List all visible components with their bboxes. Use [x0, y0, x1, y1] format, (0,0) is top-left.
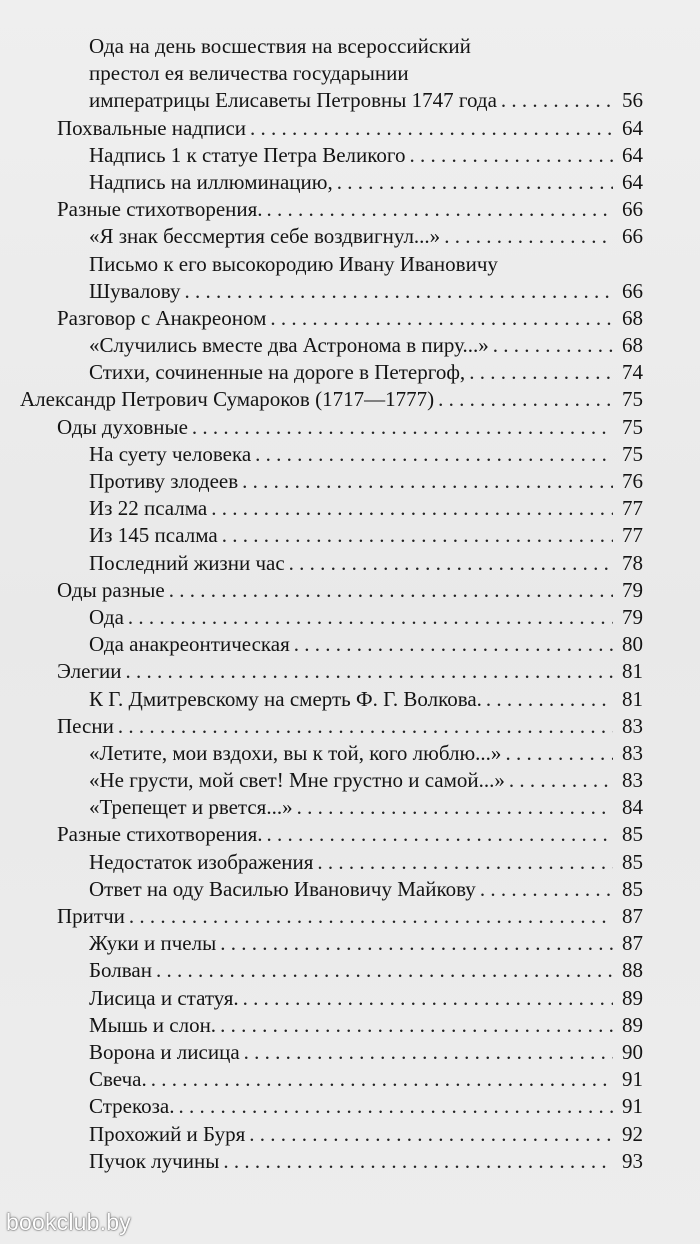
toc-entry-line: [89, 441, 700, 468]
dot-leader: [486, 686, 613, 713]
toc-entry-line: [89, 550, 700, 577]
toc-page-number: 84: [622, 795, 643, 820]
toc-page-number: 75: [622, 441, 643, 466]
toc-entry-line: [57, 196, 700, 223]
toc-entry-line: [89, 359, 700, 386]
toc-entry-line: [89, 142, 700, 169]
toc-entry-line: [89, 794, 700, 821]
toc-page-number: 64: [622, 142, 643, 167]
toc-entry-line: [57, 903, 700, 930]
toc-entry-title: Шувалову: [89, 278, 181, 303]
toc-page-number: 87: [622, 931, 643, 956]
toc-entry-line: [89, 60, 700, 87]
dot-leader: [317, 849, 613, 876]
dot-leader: [493, 332, 613, 359]
toc-entry-title: Последний жизни час: [89, 550, 285, 575]
dot-leader: [509, 767, 613, 794]
toc-page-number: 68: [622, 305, 643, 330]
toc-entry-title: Болван: [89, 958, 152, 983]
toc-page-number: 74: [622, 360, 643, 385]
dot-leader: [501, 87, 613, 114]
toc-page-number: 89: [622, 1012, 643, 1037]
toc-page-number: 66: [622, 278, 643, 303]
toc-entry-line: [89, 468, 700, 495]
dot-leader: [211, 495, 613, 522]
dot-leader: [505, 740, 613, 767]
toc-entry-title: Свеча.: [89, 1067, 147, 1092]
toc-entry-title: Из 22 псалма: [89, 496, 208, 521]
toc-entry-title: На суету человека: [89, 441, 252, 466]
dot-leader: [249, 1121, 613, 1148]
dot-leader: [294, 631, 613, 658]
dot-leader: [289, 550, 613, 577]
toc-entry-title: Из 145 псалма: [89, 523, 218, 548]
toc-entry-title: Притчи: [57, 904, 125, 928]
toc-page-number: 66: [622, 224, 643, 249]
dot-leader: [267, 821, 613, 848]
toc-entry-title: Ода на день восшествия на всероссийский: [89, 34, 471, 58]
toc-page-number: 64: [622, 115, 643, 140]
toc-entry-title: Песни: [57, 713, 114, 738]
dot-leader: [223, 1148, 613, 1175]
toc-page-number: 77: [622, 523, 643, 548]
dot-leader: [220, 1012, 613, 1039]
dot-leader: [125, 658, 613, 685]
toc-entry-title: Стихи, сочиненные на дороге в Петергоф,: [89, 360, 466, 385]
toc-entry-title: Жуки и пчелы: [89, 931, 217, 956]
toc-entry-line: [57, 305, 700, 332]
toc-page-number: 66: [622, 197, 643, 222]
dot-leader: [242, 468, 613, 495]
toc-entry-title: Ода: [89, 604, 124, 629]
toc-entry-title: «Случились вместе два Астронома в пиру...»: [89, 333, 489, 358]
toc-entry-title: «Я знак бессмертия себе воздвигнул...»: [89, 224, 441, 249]
dot-leader: [179, 1093, 614, 1120]
dot-leader: [243, 985, 613, 1012]
toc-entry-title: К Г. Дмитревскому на смерть Ф. Г. Волкова.: [89, 686, 482, 711]
table-of-contents: [0, 33, 700, 1175]
toc-entry-title: Разные стихотворения.: [57, 822, 263, 847]
dot-leader: [222, 522, 613, 549]
toc-entry-line: [57, 658, 700, 685]
dot-leader: [255, 441, 613, 468]
dot-leader: [192, 414, 613, 441]
toc-page-number: 83: [622, 713, 643, 738]
toc-page-number: 85: [622, 876, 643, 901]
toc-page-number: 83: [622, 768, 643, 793]
toc-page-number: 87: [622, 904, 643, 928]
toc-entry-line: [89, 631, 700, 658]
toc-entry-line: [89, 930, 700, 957]
toc-entry-line: [89, 740, 700, 767]
toc-entry-title: Похвальные надписи: [57, 115, 247, 140]
toc-page-number: 81: [622, 659, 643, 684]
dot-leader: [250, 115, 613, 142]
toc-entry-title: Стрекоза.: [89, 1094, 175, 1119]
toc-entry-line: [89, 1066, 700, 1093]
toc-entry-line: [89, 957, 700, 984]
toc-page-number: 91: [622, 1094, 643, 1119]
toc-entry-title: Надпись 1 к статуе Петра Великого: [89, 142, 406, 167]
toc-entry-title: престол ея величества государынии: [89, 61, 409, 86]
toc-entry-line: [89, 278, 700, 305]
toc-page-number: 76: [622, 469, 643, 493]
dot-leader: [129, 903, 613, 930]
dot-leader: [156, 957, 613, 984]
toc-page-number: 89: [622, 985, 643, 1010]
toc-entry-title: Ворона и лисица: [89, 1039, 240, 1064]
toc-entry-line: [89, 332, 700, 359]
toc-entry-title: Оды духовные: [57, 414, 188, 439]
toc-entry-title: Ода анакреонтическая: [89, 632, 290, 657]
dot-leader: [469, 359, 613, 386]
dot-leader: [337, 169, 613, 196]
toc-entry-title: Надпись на иллюминацию,: [89, 169, 333, 194]
toc-entry-line: [89, 849, 700, 876]
toc-entry-line: [57, 577, 700, 604]
toc-entry-title: «Трепещет и рвется...»: [89, 795, 293, 820]
toc-page-number: 80: [622, 632, 643, 657]
dot-leader: [480, 876, 613, 903]
toc-entry-line: [89, 1012, 700, 1039]
toc-page-number: 92: [622, 1121, 643, 1146]
toc-entry-line: [89, 522, 700, 549]
toc-entry-title: Противу злодеев: [89, 469, 239, 493]
dot-leader: [244, 1039, 613, 1066]
toc-entry-line: [89, 1039, 700, 1066]
toc-entry-line: [57, 713, 700, 740]
watermark: bookclub.by: [6, 1209, 131, 1235]
toc-page-number: 88: [622, 958, 643, 983]
toc-entry-line: [89, 223, 700, 250]
toc-entry-line: [89, 1093, 700, 1120]
dot-leader: [267, 196, 613, 223]
dot-leader: [128, 604, 613, 631]
toc-entry-title: «Не грусти, мой свет! Мне грустно и самой...»: [89, 768, 505, 793]
toc-entry-line: [89, 1121, 700, 1148]
toc-entry-line: [89, 1148, 700, 1175]
toc-entry-title: императрицы Елисаветы Петровны 1747 года: [89, 88, 497, 113]
toc-entry-title: Недостаток изображения: [89, 849, 314, 874]
toc-page-number: 81: [622, 686, 643, 711]
toc-entry-title: Ответ на оду Василью Ивановичу Майкову: [89, 876, 476, 901]
toc-entry-line: [89, 169, 700, 196]
toc-entry-title: Разговор с Анакреоном: [57, 305, 267, 330]
toc-page-number: 64: [622, 169, 643, 194]
dot-leader: [438, 386, 613, 413]
toc-page-number: 75: [622, 387, 643, 412]
dot-leader: [297, 794, 613, 821]
toc-page-number: 93: [622, 1148, 643, 1173]
toc-entry-line: [89, 87, 700, 114]
toc-entry-line: [89, 251, 700, 278]
dot-leader: [118, 713, 613, 740]
toc-page-number: 90: [622, 1039, 643, 1064]
toc-entry-title: Лисица и статуя.: [89, 985, 239, 1010]
toc-entry-title: Элегии: [57, 659, 122, 684]
toc-entry-line: [57, 414, 700, 441]
toc-entry-line: [89, 604, 700, 631]
dot-leader: [169, 577, 613, 604]
toc-entry-line: [89, 495, 700, 522]
toc-page-number: 75: [622, 414, 643, 439]
toc-page-number: 56: [622, 88, 643, 113]
toc-page-number: 85: [622, 849, 643, 874]
dot-leader: [270, 305, 613, 332]
toc-page-number: 77: [622, 496, 643, 521]
toc-entry-title: Мышь и слон.: [89, 1012, 217, 1037]
toc-entry-line: [20, 386, 700, 413]
toc-page-number: 91: [622, 1067, 643, 1092]
toc-page-number: 68: [622, 333, 643, 358]
dot-leader: [185, 278, 613, 305]
toc-entry-line: [57, 115, 700, 142]
toc-entry-title: Оды разные: [57, 577, 165, 602]
toc-entry-title: Александр Петрович Сумароков (1717—1777): [20, 387, 435, 412]
toc-page-number: 78: [622, 550, 643, 575]
toc-entry-line: [89, 767, 700, 794]
toc-page-number: 85: [622, 822, 643, 847]
toc-page-number: 83: [622, 740, 643, 765]
toc-entry-line: [89, 985, 700, 1012]
toc-entry-title: Прохожий и Буря: [89, 1121, 246, 1146]
dot-leader: [444, 223, 613, 250]
dot-leader: [410, 142, 614, 169]
toc-entry-title: «Летите, мои вздохи, вы к той, кого люблю...»: [89, 740, 502, 765]
toc-entry-line: [89, 686, 700, 713]
toc-entry-line: [89, 33, 700, 60]
toc-entry-line: [89, 876, 700, 903]
toc-page-number: 79: [622, 604, 643, 629]
toc-entry-title: Письмо к его высокородию Ивану Ивановичу: [89, 251, 498, 276]
dot-leader: [151, 1066, 613, 1093]
toc-entry-title: Пучок лучины: [89, 1148, 220, 1173]
toc-entry-line: [57, 821, 700, 848]
toc-page-number: 79: [622, 577, 643, 602]
toc-entry-title: Разные стихотворения.: [57, 197, 263, 222]
dot-leader: [220, 930, 613, 957]
